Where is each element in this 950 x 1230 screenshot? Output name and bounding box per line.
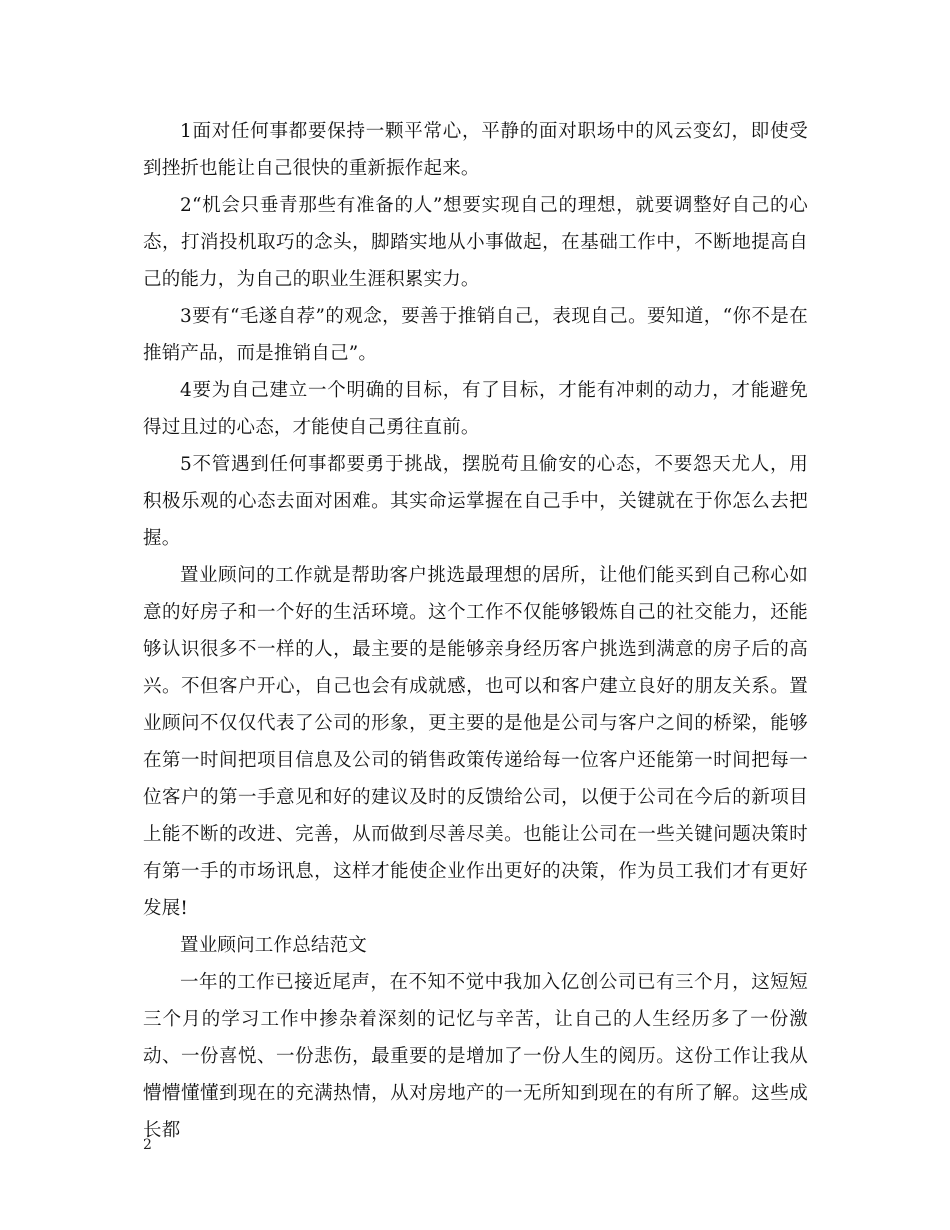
document-body	[143, 113, 808, 1149]
paragraph-point-5: 5不管遇到任何事都要勇于挑战，摆脱苟且偷安的心态，不要怨天尤人，用积极乐观的心态去面对困难。其实命运掌握在自己手中，关键就在于你怎么去把握。	[143, 454, 808, 549]
paragraph-point-3: 3要有“毛遂自荐”的观念，要善于推销自己，表现自己。要知道，“你不是在推销产品，而是推销自己”。	[143, 306, 808, 364]
paragraph-point-1: 1面对任何事都要保持一颗平常心，平静的面对职场中的风云变幻，即使受到挫折也能让自己很快的重新振作起来。	[143, 121, 808, 179]
paragraph-summary-intro: 一年的工作已接近尾声，在不知不觉中我加入亿创公司已有三个月，这短短三个月的学习工作中掺杂着深刻的记忆与辛苦，让自己的人生经历多了一份激动、一份喜悦、一份悲伤，最重要的是增加了一份人生的阅历。这份工作让我从懵懵懂懂到现在的充满热情，从对房地产的一无所知到现在的有所了解。这些成长都	[143, 972, 808, 1141]
paragraph-point-4: 4要为自己建立一个明确的目标，有了目标，才能有冲刺的动力，才能避免得过且过的心态，才能使自己勇往直前。	[143, 380, 808, 438]
paragraph-point-2: 2“机会只垂青那些有准备的人”想要实现自己的理想，就要调整好自己的心态，打消投机取巧的念头，脚踏实地从小事做起，在基础工作中，不断地提高自己的能力，为自己的职业生涯积累实力。	[143, 195, 808, 290]
section-heading: 置业顾问工作总结范文	[180, 935, 368, 956]
paragraph-job-description: 置业顾问的工作就是帮助客户挑选最理想的居所，让他们能买到自己称心如意的好房子和一个好的生活环境。这个工作不仅能够锻炼自己的社交能力，还能够认识很多不一样的人，最主要的是能够亲身经历客户挑选到满意的房子后的高兴。不但客户开心，自己也会有成就感，也可以和客户建立良好的朋友关系。置业顾问不仅仅代表了公司的形象，更主要的是他是公司与客户之间的桥梁，能够在第一时间把项目信息及公司的销售政策传递给每一位客户还能第一时间把每一位客户的第一手意见和好的建议及时的反馈给公司，以便于公司在今后的新项目上能不断的改进、完善，从而做到尽善尽美。也能让公司在一些关键问题决策时有第一手的市场讯息，这样才能使企业作出更好的决策，作为员工我们才有更好发展!	[143, 565, 808, 919]
page-number: 2	[143, 1137, 152, 1153]
